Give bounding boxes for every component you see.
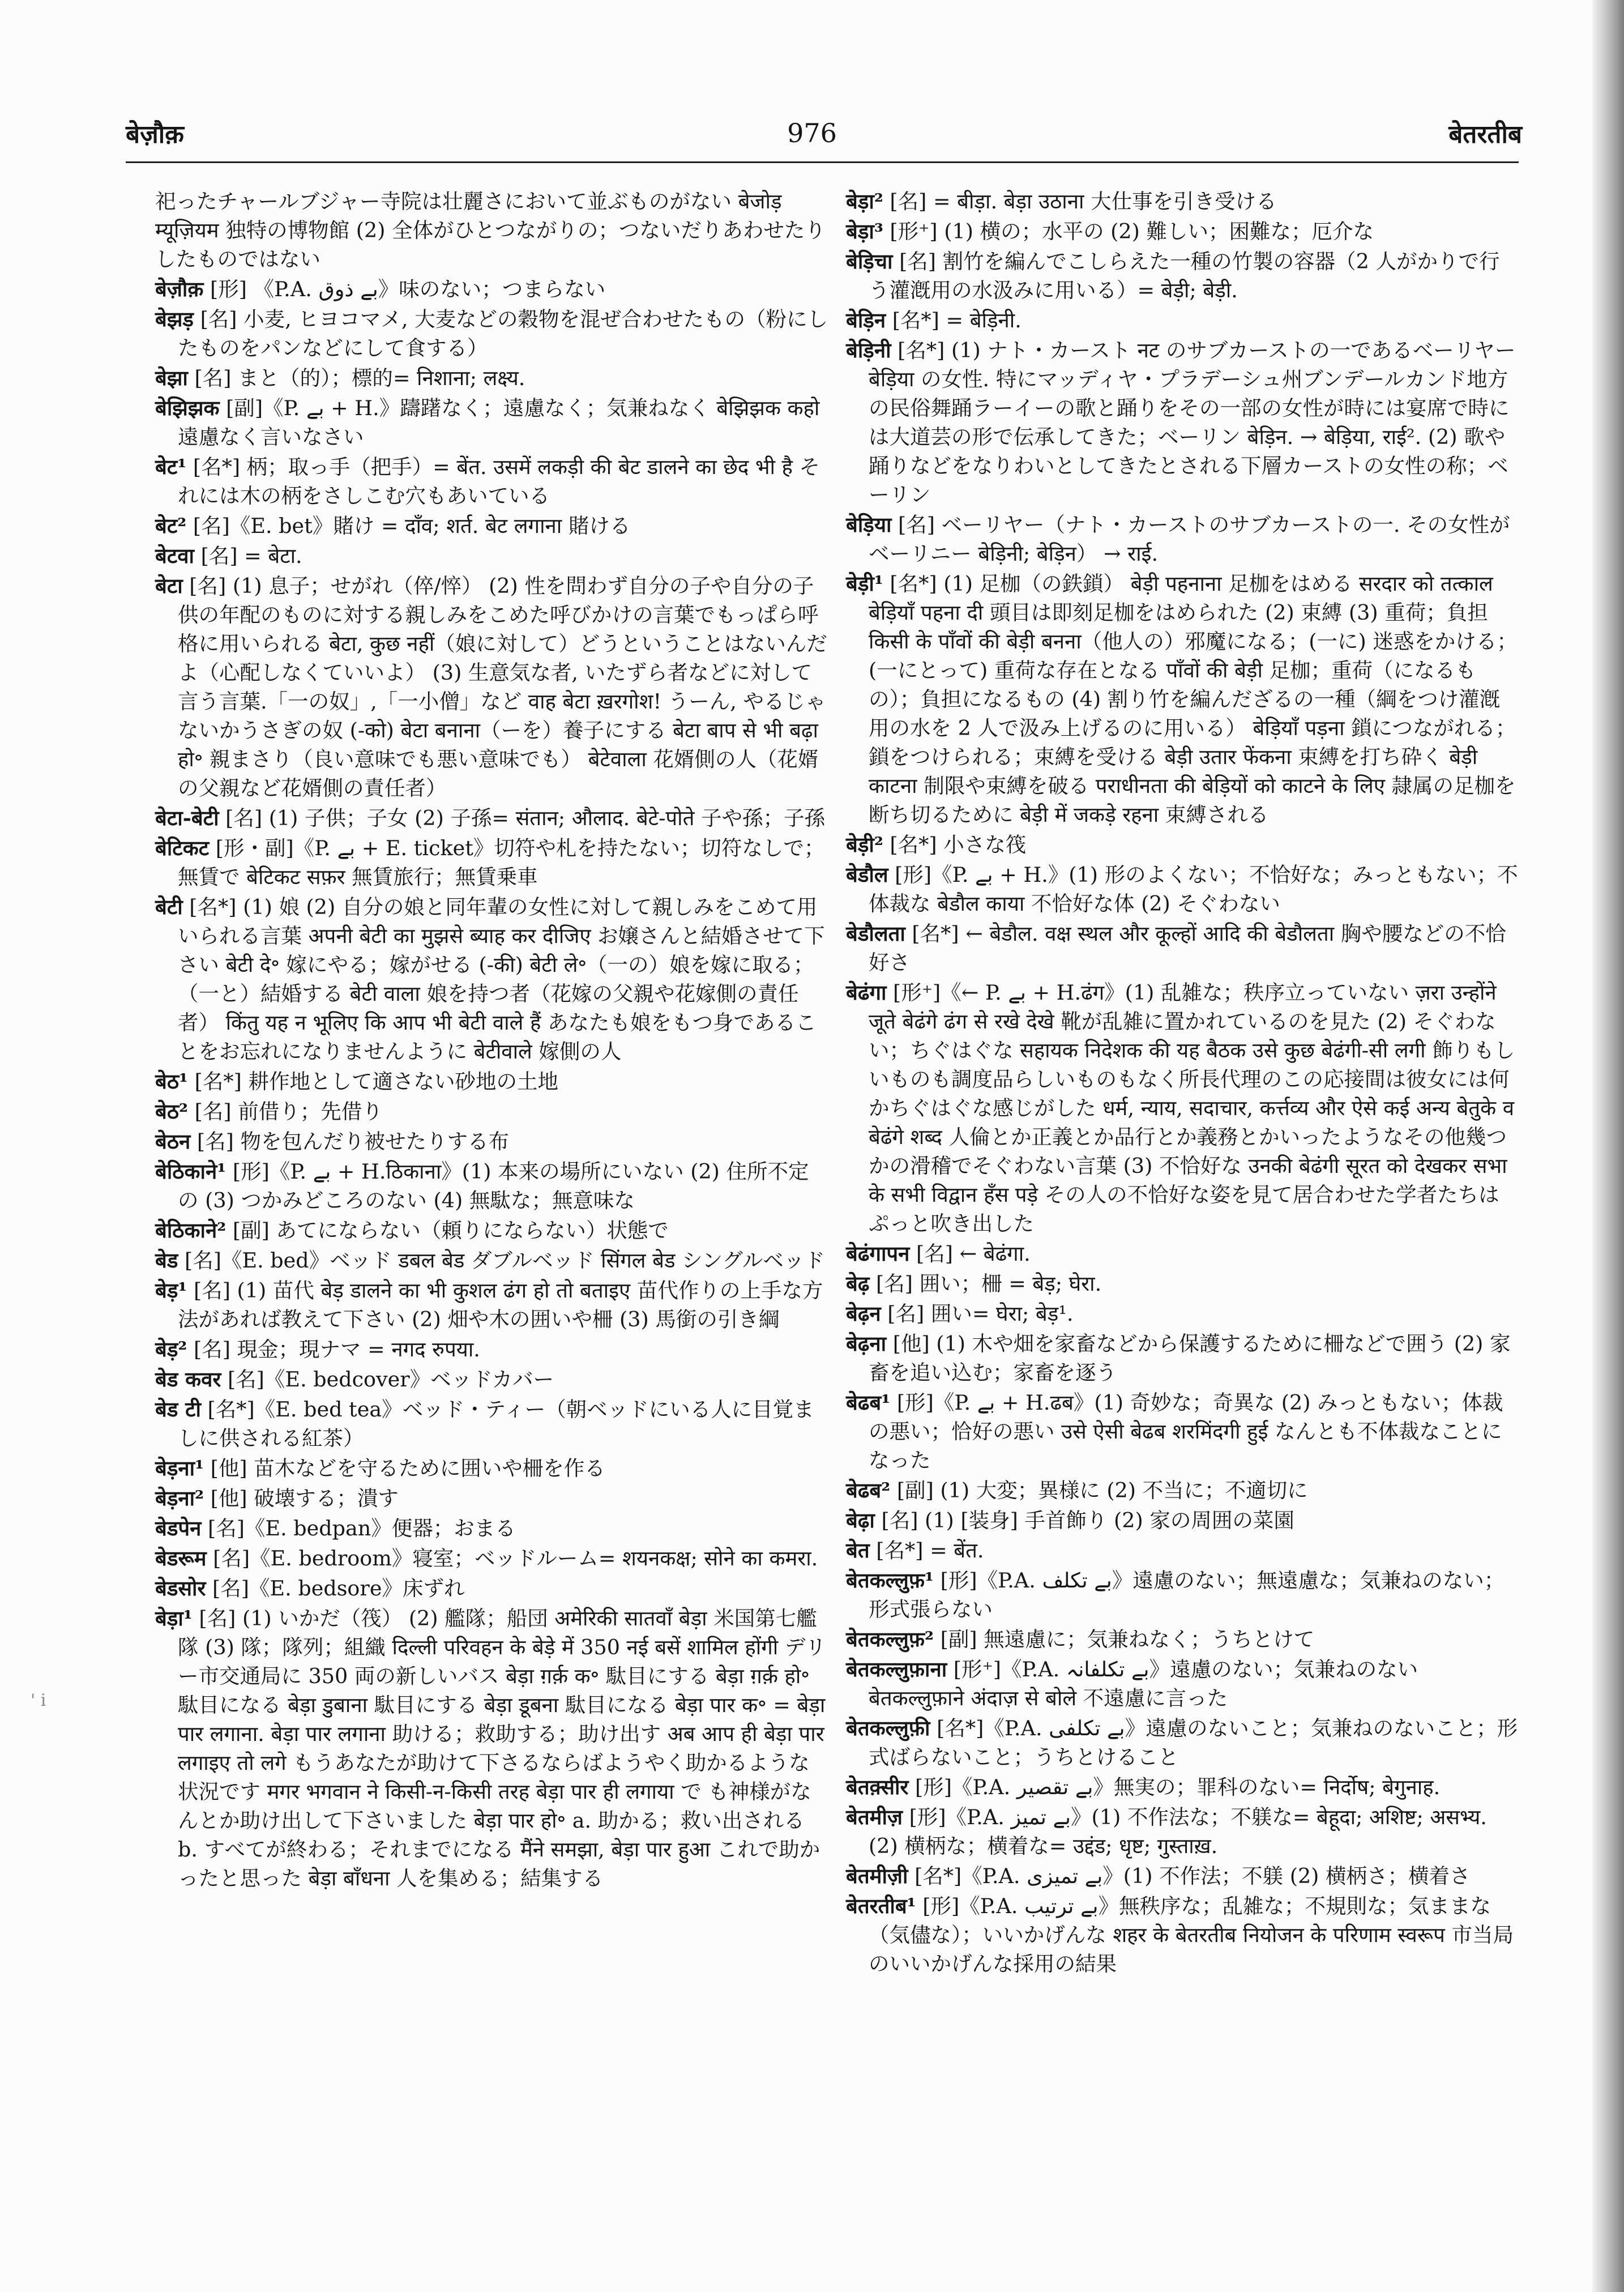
entry-definition: [形] 《P.A. بے ذوق》味のない；つまらない bbox=[203, 277, 606, 301]
dictionary-entry bbox=[846, 1506, 1520, 1535]
entry-headword: बेटी bbox=[155, 895, 183, 919]
entry-definition: [名*]《E. bed tea》ベッド・ティー（朝ベッドにいる人に目覚ましに供される紅茶） bbox=[178, 1397, 814, 1450]
entry-definition: [名*] ← बेडौल. वक्ष स्थल और कूल्हों आदि की बेडौलता 胸や腰などの不恰好さ bbox=[869, 921, 1506, 975]
entry-headword: बेड़ी² bbox=[846, 833, 883, 857]
entry-headword: बेड़ना¹ bbox=[155, 1456, 204, 1480]
entry-headword: बेढब¹ bbox=[846, 1390, 891, 1415]
entry-definition: [形・副]《P. بے + E. ticket》切符や札を持たない；切符なしで；無賃で बेटिकट सफ़र 無賃旅行；無賃乗車 bbox=[178, 836, 825, 889]
dictionary-entry bbox=[155, 1127, 829, 1156]
entry-definition: [名]《E. bedroom》寝室；ベッドルーム= शयनकक्ष; सोने का कमरा. bbox=[206, 1546, 818, 1570]
dictionary-entry bbox=[846, 306, 1520, 335]
entry-headword: बेतकल्लुफ़² bbox=[846, 1627, 934, 1651]
entry-definition: [副]《P. بے + H.》躊躇なく；遠慮なく；気兼ねなく बेझिझक कहो 遠慮なく言いなさい bbox=[178, 396, 820, 449]
entry-definition: [名] (1) 子供；子女 (2) 子孫= संतान; औलाद. बेटे-पोते 子や孫；子孫 bbox=[219, 806, 825, 830]
header-rule bbox=[126, 161, 1519, 163]
dictionary-entry bbox=[155, 364, 829, 392]
entry-definition: [形]《P. بے + H.ढब》(1) 奇妙な；奇異な (2) みっともない；体裁の悪い；恰好の悪い उसे ऐसी बेढब शरमिंदगी हुई なんとも不体裁なことになった bbox=[869, 1390, 1503, 1472]
left-column bbox=[155, 187, 829, 1894]
entry-definition: [形⁺]《← P. بے + H.ढंग》(1) 乱雑な；秩序立っていない ज़रा उन्होंने जूते बेढंगे ढंग से रखे देखे 靴が乱雑に置かれているのを見た (2) そぐわない；ちぐはぐな सहायक निदेशक की यह बैठक उसे कुछ बेढंगी-सी लगी 飾りもしいものも調度品らしいものもなく所長代理のこの応接間は彼女には何かちぐはぐな感じがした धर्म, न्याय, सदाचार, कर्त्तव्य और ऐसे कई अन्य बेतुके व बेढंगे शब्द 人倫とか正義とか品行とか義務とかいったようなその他幾つかの滑稽でそぐわない言葉 (3) 不恰好な उनकी बेढंगी सूरत को देखकर सभा के सभी विद्वान हँस पड़े その人の不恰好な姿を見て居合わせた学者たちはぷっと吹き出した bbox=[869, 980, 1515, 1236]
dictionary-entry bbox=[846, 1892, 1520, 1978]
entry-definition: [名] まと（的）；標的= निशाना; लक्ष्य. bbox=[187, 366, 525, 390]
entry-headword: बेतक़्सीर bbox=[846, 1775, 909, 1799]
dictionary-entry bbox=[155, 541, 829, 570]
entry-headword: बेज़ौक़ bbox=[155, 277, 204, 301]
entry-definition: [形]《P. بے + H.ठिकाना》(1) 本来の場所にいない (2) 住所不定の (3) つかみどころのない (4) 無駄な；無意味な bbox=[178, 1159, 809, 1213]
entry-definition: [名]《E. bet》賭け = दाँव; शर्त. बेट लगाना 賭ける bbox=[186, 514, 631, 538]
dictionary-entry bbox=[846, 978, 1520, 1238]
dictionary-entry bbox=[846, 919, 1520, 977]
entry-headword: बेड कवर bbox=[155, 1367, 221, 1392]
entry-definition: [他] (1) 木や畑を家畜などから保護するために柵などで囲う (2) 家畜を追い込む；家畜を逐う bbox=[869, 1331, 1511, 1385]
entry-definition: [形⁺]《P.A. بے تکلفانہ》遠慮のない；気兼ねのない बेतकल्लुफ़ाने अंदाज़ से बोले 不遠慮に言った bbox=[869, 1657, 1418, 1710]
dictionary-entry bbox=[155, 275, 829, 304]
margin-mark: ' i bbox=[31, 1691, 46, 1710]
dictionary-entry bbox=[155, 893, 829, 1066]
entry-headword: बेतकल्लुफ़ी bbox=[846, 1716, 930, 1740]
entry-definition: [名]《E. bed》ベッド डबल बेड ダブルベッド सिंगल बेड シングルベッド bbox=[178, 1248, 825, 1273]
entry-headword: बेढंगा bbox=[846, 980, 887, 1005]
entry-headword: बेझड़ bbox=[155, 307, 194, 331]
entry-headword: बेड़िचा bbox=[846, 249, 893, 274]
dictionary-entry bbox=[846, 569, 1520, 829]
entry-headword: बेत bbox=[846, 1538, 870, 1563]
entry-definition: [形]《P.A. بے ترتیب》無秩序な；乱雑な；不規則な；気ままな（気儘な）；いいかげんな शहर के बेतरतीब नियोजन के परिणाम स्वरूप 市当局のいいかげんな採用の結果 bbox=[869, 1894, 1514, 1976]
dictionary-entry bbox=[846, 1862, 1520, 1890]
entry-headword: बेठिकाने² bbox=[155, 1218, 226, 1243]
dictionary-entry bbox=[846, 1239, 1520, 1268]
entry-headword: बेडपेन bbox=[155, 1516, 202, 1540]
entry-headword: बेडौल bbox=[846, 863, 888, 887]
dictionary-entry bbox=[155, 1097, 829, 1126]
entry-definition: [名] (1) 苗代 बेड़ डालने का भी कुशल ढंग हो तो बताइए 苗代作りの上手な方法があれば教えて下さい (2) 畑や木の囲いや柵 (3) 馬銜の引き綱 bbox=[178, 1278, 823, 1331]
dictionary-entry bbox=[155, 571, 829, 803]
entry-headword: बेट² bbox=[155, 514, 187, 538]
entry-headword: बेठिकाने¹ bbox=[155, 1159, 226, 1184]
entry-headword: बेतमीज़ी bbox=[846, 1864, 908, 1888]
dictionary-entry bbox=[846, 1269, 1520, 1298]
entry-headword: बेढब² bbox=[846, 1478, 891, 1503]
entry-definition: [名*] = बेड़िनी. bbox=[886, 308, 1022, 332]
dictionary-entry bbox=[155, 834, 829, 891]
entry-headword: बेड़ा² bbox=[846, 189, 883, 214]
entry-headword: बेड़िया bbox=[846, 513, 892, 537]
dictionary-entry bbox=[155, 1574, 829, 1603]
dictionary-entry bbox=[846, 1299, 1520, 1328]
dictionary-entry bbox=[846, 1566, 1520, 1624]
entry-definition: [名] ベーリヤー（ナト・カーストのサブカーストの一. その女性がベーリニー बेड़िनी; बेड़िन） → राई. bbox=[869, 513, 1510, 566]
entry-definition: [名*] 小さな筏 bbox=[883, 833, 1027, 857]
entry-definition: [名]《E. bedcover》ベッドカバー bbox=[221, 1367, 554, 1392]
dictionary-entry bbox=[846, 247, 1520, 305]
dictionary-entry bbox=[155, 1484, 829, 1513]
dictionary-entry bbox=[846, 1476, 1520, 1505]
entry-definition: [名] (1) 息子；せがれ（倅/悴） (2) 性を問わず自分の子や自分の子供の年配のものに対する親しみをこめた呼びかけの言葉でもっぱら呼格に用いられる बेटा, कुछ नहीं（娘に対して）どうということはないんだよ（心配しなくていいよ） (3) 生意気な者, いたずら者などに対して言う言葉.「一の奴」,「一小僧」など वाह बेटा ख़रगोश! うーん, やるじゃないかうさぎの奴 (-को) बेटा बनाना（ーを）養子にする बेटा बाप से भी बढ़ा हो॰ 親まさり（良い意味でも悪い意味でも） बेटेवाला 花婿側の人（花婿の父親など花婿側の責任者） bbox=[178, 574, 827, 800]
dictionary-entry bbox=[846, 1625, 1520, 1654]
dictionary-entry bbox=[155, 1514, 829, 1543]
dictionary-entry bbox=[846, 336, 1520, 509]
dictionary-entry bbox=[155, 1454, 829, 1483]
entry-definition: [名] = बीड़ा. बेड़ा उठाना 大仕事を引き受ける bbox=[883, 189, 1277, 214]
entry-definition: [形]《P.A. بے تمیز》(1) 不作法な；不躾な= बेहूदा; अशिष्ट; असभ्य. (2) 横柄な；横着な= उद्दंड; धृष्ट; गुस्ताख़. bbox=[869, 1805, 1487, 1858]
dictionary-entry bbox=[155, 305, 829, 362]
dictionary-entry bbox=[846, 1536, 1520, 1565]
entry-definition: [形]《P.A. بے تقصیر》無実の；罪科のない= निर्दोष; बेगुनाह. bbox=[908, 1775, 1441, 1799]
dictionary-entry bbox=[155, 1067, 829, 1096]
entry-definition: [形⁺] (1) 横の；水平の (2) 難しい；困難な；厄介な bbox=[883, 219, 1374, 244]
dictionary-entry bbox=[155, 394, 829, 451]
entry-headword: बेडसोर bbox=[155, 1576, 206, 1600]
entry-definition: [名] 囲い；柵 = बेड़; घेरा. bbox=[869, 1271, 1102, 1296]
entry-definition: [名] 前借り；先借り bbox=[188, 1099, 383, 1124]
entry-definition: [副] (1) 大変；異様に (2) 不当に；不適切に bbox=[890, 1478, 1308, 1503]
entry-headword: बेड़ी¹ bbox=[846, 571, 883, 596]
entry-definition: [形]《P. بے + H.》(1) 形のよくない；不恰好な；みっともない；不体裁な बेडौल काया 不恰好な体 (2) そぐわない bbox=[869, 863, 1518, 916]
dictionary-entry bbox=[846, 1655, 1520, 1713]
entry-definition: [名*]《P.A. بے تکلفی》遠慮のないこと；気兼ねのないこと；形式ばらないこと；うちとけること bbox=[869, 1716, 1518, 1769]
entry-definition: [名] 物を包んだり被せたりする布 bbox=[190, 1129, 509, 1154]
entry-headword: बेट¹ bbox=[155, 455, 187, 479]
dictionary-entry bbox=[155, 1604, 829, 1893]
dictionary-entry bbox=[155, 1246, 829, 1275]
dictionary-entry bbox=[155, 1216, 829, 1245]
dictionary-entry bbox=[846, 830, 1520, 859]
entry-definition: [名] 割竹を編んでこしらえた一種の竹製の容器（2 人がかりで行う灌漑用の水汲みに用いる）= बेड़ी; बेड़ी. bbox=[869, 249, 1500, 302]
entry-headword: बेड़ना² bbox=[155, 1486, 204, 1510]
entry-headword: बेड़ा¹ bbox=[155, 1606, 193, 1631]
dictionary-entry bbox=[155, 511, 829, 540]
dictionary-entry bbox=[155, 1395, 829, 1453]
dictionary-entry bbox=[155, 1276, 829, 1334]
entry-definition: [副] 無遠慮に；気兼ねなく；うちとけて bbox=[934, 1627, 1315, 1651]
entry-headword: बेटिकट bbox=[155, 836, 210, 860]
entry-definition: [名]《E. bedpan》便器；おまる bbox=[201, 1516, 516, 1540]
entry-definition: [名*] 耕作地として適さない砂地の土地 bbox=[188, 1069, 558, 1094]
page-edge-shadow bbox=[1592, 0, 1624, 2292]
entry-definition: [名]《E. bedsore》床ずれ bbox=[206, 1576, 465, 1600]
entry-definition: [名*]《P.A. بے تمیزی》(1) 不作法；不躾 (2) 横柄さ；横着さ bbox=[908, 1864, 1471, 1888]
entry-headword: बेटा bbox=[155, 574, 183, 598]
entry-headword: बेतकल्लुफ़ाना bbox=[846, 1657, 947, 1681]
entry-definition: [名*] = बेंत. bbox=[869, 1538, 984, 1563]
entry-definition: [名] 囲い= घेरा; बेड़¹. bbox=[881, 1301, 1074, 1326]
entry-headword: बेटवा bbox=[155, 544, 194, 568]
dictionary-entry bbox=[846, 510, 1520, 568]
dictionary-entry bbox=[846, 1388, 1520, 1475]
dictionary-entry bbox=[846, 1773, 1520, 1802]
entry-headword: बेढ़ना bbox=[846, 1331, 887, 1356]
dictionary-entry bbox=[846, 217, 1520, 246]
entry-headword: बेड bbox=[155, 1248, 178, 1273]
entry-definition: [名*] (1) ナト・カースト नट のサブカーストの一であるベーリヤー बेड़िया の女性. 特にマッディヤ・プラデーシュ州ブンデールカンド地方の民俗舞踊ラーイーの歌と踊りをその一部の女性が時には宴席で時には大道芸の形で伝承してきた；ベーリン बेड़िन. → बेड़िया, राई². (2) 歌や踊りなどをなりわいとしてきたとされる下層カーストの女性の称；ベーリン bbox=[869, 338, 1516, 507]
entry-definition: [副] あてにならない（頼りにならない）状態で bbox=[226, 1218, 669, 1243]
dictionary-entry bbox=[155, 187, 829, 274]
entry-headword: बेड़² bbox=[155, 1337, 187, 1361]
dictionary-entry bbox=[155, 1335, 829, 1364]
entry-headword: बेतमीज़ bbox=[846, 1805, 903, 1829]
entry-headword: बेतरतीब¹ bbox=[846, 1894, 916, 1918]
right-column bbox=[846, 187, 1520, 1979]
dictionary-entry bbox=[155, 453, 829, 510]
entry-headword: बेझिझक bbox=[155, 396, 220, 420]
entry-definition: [他] 破壊する；潰す bbox=[204, 1486, 399, 1510]
header-right-guide-word: बेतरतीब bbox=[1448, 120, 1522, 149]
entry-headword: बेडरूम bbox=[155, 1546, 207, 1570]
entry-definition: 祀ったチャールブジャー寺院は壮麗さにおいて並ぶものがない बेजोड़ म्यूज़ियम 独特の博物館 (2) 全体がひとつながりの；つないだりあわせたりしたものではない bbox=[155, 189, 826, 271]
entry-headword: बेड़ा³ bbox=[846, 219, 883, 244]
dictionary-entry bbox=[155, 1544, 829, 1573]
entry-headword: बेतकल्लुफ़¹ bbox=[846, 1568, 934, 1593]
entry-headword: बेढ़ा bbox=[846, 1508, 875, 1533]
entry-headword: बेड़¹ bbox=[155, 1278, 187, 1303]
dictionary-entry bbox=[846, 860, 1520, 918]
entry-definition: [形]《P.A. بے تکلف》遠慮のない；無遠慮な；気兼ねのない；形式張らない bbox=[869, 1568, 1505, 1621]
entry-definition: [名] 現金；現ナマ = नगद रुपया. bbox=[187, 1337, 480, 1361]
dictionary-entry bbox=[846, 1714, 1520, 1772]
entry-headword: बेड़िन bbox=[846, 308, 886, 332]
entry-definition: [他] 苗木などを守るために囲いや柵を作る bbox=[204, 1456, 605, 1480]
entry-headword: बेढ़ bbox=[846, 1271, 870, 1296]
entry-headword: बेझा bbox=[155, 366, 188, 390]
header-left-guide-word: बेज़ौक़ bbox=[126, 120, 184, 149]
dictionary-entry bbox=[846, 1803, 1520, 1860]
entry-headword: बेठ¹ bbox=[155, 1069, 189, 1094]
dictionary-entry bbox=[155, 804, 829, 833]
entry-headword: बेठ² bbox=[155, 1099, 189, 1124]
entry-definition: [名*] (1) 娘 (2) 自分の娘と同年輩の女性に対して親しみをこめて用いられる言葉 अपनी बेटी का मुझसे ब्याह कर दीजिए お嬢さんと結婚させて下さい बेटी दे॰ 嫁にやる；嫁がせる (-की) बेटी ले॰（一の）娘を嫁に取る；（一と）結婚する बेटी वाला 娘を持つ者（花嫁の父親や花嫁側の責任者） किंतु यह न भूलिए कि आप भी बेटी वाले हैं あなたも娘をもつ身であることをお忘れになりませんように बेटीवाले 嫁側の人 bbox=[178, 895, 825, 1064]
entry-headword: बेढ़न bbox=[846, 1301, 881, 1326]
entry-definition: [名] 小麦, ヒヨコマメ, 大麦などの穀物を混ぜ合わせたもの（粉にしたものをパンなどにして食する） bbox=[178, 307, 828, 360]
entry-definition: [名] (1) [装身] 手首飾り (2) 家の周囲の菜園 bbox=[874, 1508, 1294, 1533]
entry-definition: [名*] (1) 足枷（の鉄鎖） बेड़ी पहनाना 足枷をはめる सरदार को तत्काल बेड़ियाँ पहना दी 頭目は即刻足枷をはめられた (2) 束縛 (3) 重荷；負担 किसी के पाँवों की बेड़ी बनना（他人の）邪魔になる；(一に) 迷惑をかける；(一にとって) 重荷な存在となる पाँवों की बेड़ी 足枷；重荷（になるもの）；負担になるもの (4) 割り竹を編んだざるの一種（綱をつけ灌漑用の水を 2 人で汲み上げるのに用いる） बेड़ियाँ पड़ना 鎖につながれる；鎖をつけられる；束縛を受ける बेड़ी उतार फेंकना 束縛を打ち砕く बेड़ी काटना 制限や束縛を破る पराधीनता की बेड़ियों को काटने के लिए 隷属の足枷を断ち切るために बेड़ी में जकड़े रहना 束縛される bbox=[869, 571, 1518, 827]
entry-definition: [名] ← बेढंगा. bbox=[909, 1241, 1031, 1266]
entry-headword: बेडौलता bbox=[846, 921, 905, 946]
entry-headword: बेटा-बेटी bbox=[155, 806, 219, 830]
entry-headword: बेढंगापन bbox=[846, 1241, 910, 1266]
entry-definition: [名] = बेटा. bbox=[194, 544, 302, 568]
dictionary-entry bbox=[846, 1329, 1520, 1387]
dictionary-entry bbox=[846, 187, 1520, 216]
page-number: 976 bbox=[787, 118, 837, 148]
entry-headword: बेड़िनी bbox=[846, 338, 891, 362]
dictionary-entry bbox=[155, 1365, 829, 1394]
entry-headword: बेड टी bbox=[155, 1397, 201, 1422]
entry-headword: बेठन bbox=[155, 1129, 191, 1154]
dictionary-entry bbox=[155, 1157, 829, 1215]
entry-definition: [名] (1) いかだ（筏） (2) 艦隊；船団 अमेरिकी सातवाँ बेड़ा 米国第七艦隊 (3) 隊；隊列；組織 दिल्ली परिवहन के बेड़े में 350 नई बसें शामिल होंगी デリー市交通局に 350 両の新しいバス बेड़ा ग़र्क़ क॰ 駄目にする बेड़ा ग़र्क़ हो॰ 駄目になる बेड़ा डुबाना 駄目にする बेड़ा डूबना 駄目になる बेड़ा पार क॰ = बेड़ा पार लगाना. बेड़ा पार लगाना 助ける；救助する；助け出す अब आप ही बेड़ा पार लगाइए तो लगे もうあなたが助けて下さるならばようやく助かるような状況です मगर भगवान ने किसी-न-किसी तरह बेड़ा पार ही लगाया で も神様がなんとか助け出して下さいました बेड़ा पार हो॰ a. 助かる；救い出される b. すべてが終わる；それまでになる मैंने समझा, बेड़ा पार हुआ これで助かったと思った बेड़ा बाँधना 人を集める；結集する bbox=[178, 1606, 826, 1890]
entry-definition: [名*] 柄；取っ手（把手）= बेंत. उसमें लकड़ी की बेट डालने का छेद भी है それには木の柄をさしこむ穴もあいている bbox=[178, 455, 820, 508]
